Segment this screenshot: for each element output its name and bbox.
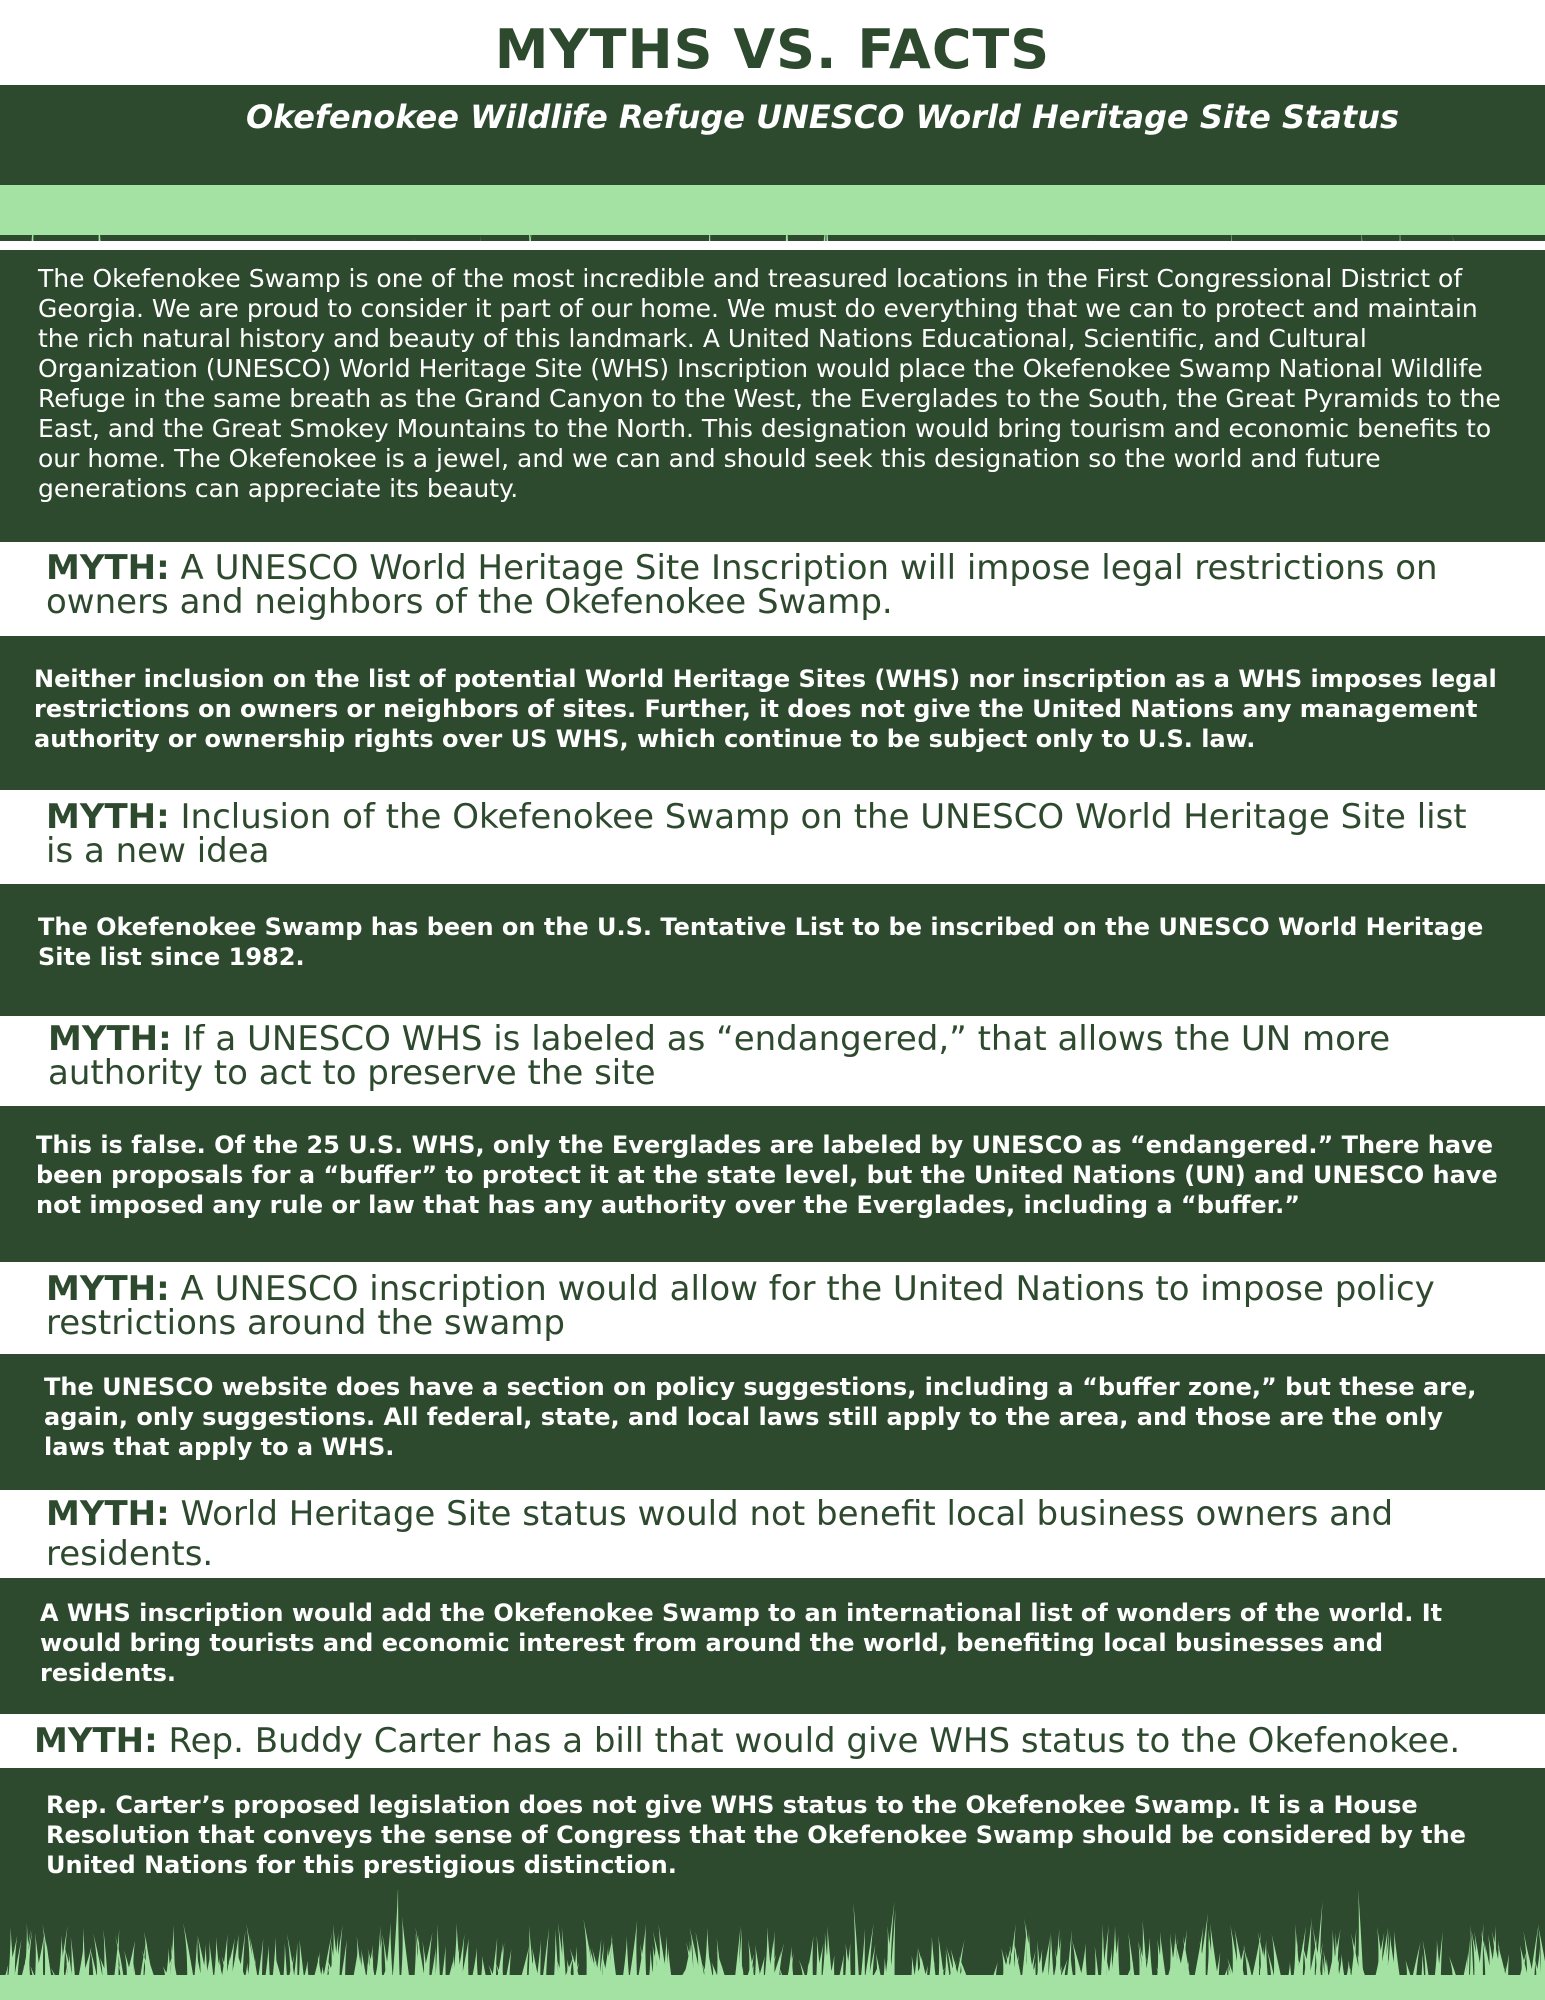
- myth-statement: [0, 1016, 1545, 1106]
- myth-label: MYTH:: [34, 1721, 158, 1761]
- page-subtitle: Okefenokee Wildlife Refuge UNESCO World Heritage Site Status: [245, 98, 1400, 136]
- myth-text: A UNESCO inscription would allow for the United Nations to impose policy restrictions around the swamp: [46, 1269, 1435, 1343]
- myth-text: A UNESCO World Heritage Site Inscription will impose legal restrictions on owners and neighbors of the Okefenokee Swamp.: [46, 548, 1438, 622]
- myth-text: Rep. Buddy Carter has a bill that would give WHS status to the Okefenokee.: [168, 1721, 1461, 1761]
- myth-statement: [0, 1490, 1545, 1578]
- myth-label: MYTH:: [46, 548, 170, 588]
- fact-paragraph: Rep. Carter’s proposed legislation does not give WHS status to the Okefenokee Swamp. It is a House Resolution that conveys the sense of Congress that the Okefenokee Swamp should be considered by the United Nations for this prestigious distinction.: [0, 1768, 1545, 2000]
- fact-paragraph: The Okefenokee Swamp has been on the U.S. Tentative List to be inscribed on the UNESCO World Heritage Site list since 1982.: [0, 884, 1545, 1016]
- grass-blade: [392, 1890, 400, 1986]
- fact-paragraph: This is false. Of the 25 U.S. WHS, only the Everglades are labeled by UNESCO as “endangered.” There have been proposals for a “buffer” to protect it at the state level, but the United Nations (UN) and UNESCO have not imposed any rule or law that has any authority over the Everglades, including a “buffer.”: [0, 1106, 1545, 1262]
- page-title: MYTHS VS. FACTS: [494, 18, 1051, 81]
- intro-paragraph: The Okefenokee Swamp is one of the most incredible and treasured locations in the First Congressional District of Georgia. We are proud to consider it part of our home. We must do everything that we can to protect and maintain the rich natural history and beauty of this landmark. A United Nations Educational, Scientific, and Cultural Organization (UNESCO) World Heritage Site (WHS) Inscription would place the Okefenokee Swamp National Wildlife Refuge in the same breath as the Grand Canyon to the West, the Everglades to the South, the Great Pyramids to the East, and the Great Smokey Mountains to the North. This designation would bring tourism and economic benefits to our home. The Okefenokee is a jewel, and we can and should seek this designation so the world and future generations can appreciate its beauty.: [0, 250, 1545, 542]
- myth-text: If a UNESCO WHS is labeled as “endangered,” that allows the UN more authority to act to preserve the site: [48, 1019, 1391, 1093]
- myth-statement: [0, 548, 1545, 636]
- fact-paragraph: The UNESCO website does have a section on policy suggestions, including a “buffer zone,” but these are, again, only suggestions. All federal, state, and local laws still apply to the area, and those are the only laws that apply to a WHS.: [0, 1354, 1545, 1490]
- grass-band: [0, 185, 1545, 235]
- myth-text: World Heritage Site status would not benefit local business owners and residents.: [46, 1494, 1394, 1574]
- myth-statement: [0, 1262, 1545, 1354]
- grass-blade: [853, 1902, 859, 1986]
- myth-label: MYTH:: [46, 1269, 170, 1309]
- divider-line: [0, 241, 1545, 245]
- myth-label: MYTH:: [46, 797, 170, 837]
- header-banner: [0, 85, 1545, 245]
- myth-label: MYTH:: [48, 1019, 172, 1059]
- fact-paragraph: Neither inclusion on the list of potential World Heritage Sites (WHS) nor inscription as a WHS imposes legal restrictions on owners or neighbors of sites. Further, it does not give the United Nations any management authority or ownership rights over US WHS, which continue to be subject only to U.S. law.: [0, 636, 1545, 790]
- myth-label: MYTH:: [46, 1494, 170, 1534]
- myth-text: Inclusion of the Okefenokee Swamp on the UNESCO World Heritage Site list is a new idea: [46, 797, 1467, 871]
- fact-paragraph: A WHS inscription would add the Okefenokee Swamp to an international list of wonders of the world. It would bring tourists and economic interest from around the world, benefiting local businesses and residents.: [0, 1578, 1545, 1714]
- grass-bottom-band: [0, 1975, 1545, 2000]
- myth-statement: [0, 790, 1545, 884]
- myth-statement: [0, 1714, 1545, 1768]
